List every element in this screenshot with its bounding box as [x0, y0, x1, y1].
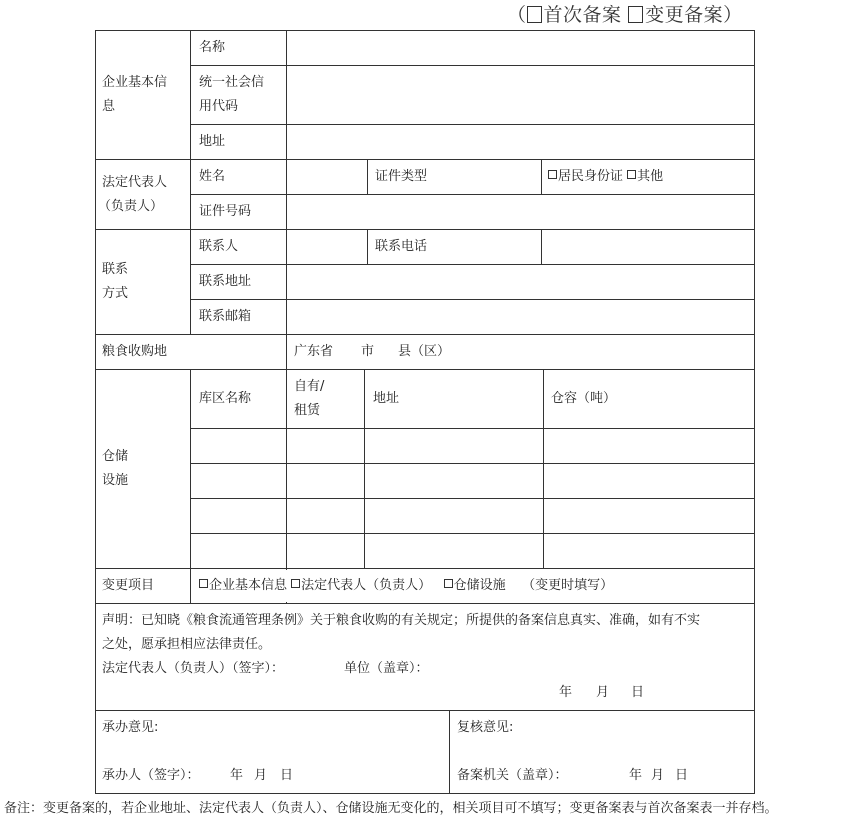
- declaration-unit-seal: 单位（盖章）：: [344, 661, 429, 676]
- enterprise-address-field[interactable]: [288, 126, 752, 158]
- legal-rep-name-field[interactable]: [288, 161, 366, 193]
- contact-phone-field[interactable]: [543, 231, 752, 263]
- legal-rep-name-label: 姓名: [199, 169, 226, 184]
- handling-year: 年: [230, 768, 244, 783]
- storage-col-own-2: 租赁: [294, 403, 321, 418]
- review-opinion-label: 复核意见:: [457, 720, 514, 735]
- contact-section-label-1: 联系: [102, 262, 129, 277]
- enterprise-name-label: 名称: [199, 40, 226, 55]
- purchase-place-county: 县（区）: [398, 344, 451, 359]
- review-day: 日: [675, 768, 689, 783]
- enterprise-section-label-2: 息: [102, 99, 116, 114]
- legal-rep-section-label-1: 法定代表人: [102, 175, 168, 190]
- contact-phone-label: 联系电话: [375, 239, 428, 254]
- storage-col-address: 地址: [373, 391, 400, 406]
- footnote: 备注：变更备案的，若企业地址、法定代表人（负责人）、仓储设施无变化的，相关项目可不填写；变更备案表与首次备案表一并存档。: [4, 801, 778, 816]
- open-paren: （: [507, 4, 527, 26]
- change-items-label: 变更项目: [102, 578, 155, 593]
- change-storage-checkbox[interactable]: [444, 579, 453, 588]
- contact-email-label: 联系邮箱: [199, 309, 252, 324]
- contact-person-field[interactable]: [288, 231, 366, 263]
- handling-opinion-label: 承办意见:: [102, 720, 159, 735]
- close-paren: ）: [723, 4, 743, 26]
- change-enterprise-label: 企业基本信息: [209, 578, 288, 593]
- storage-col-capacity: 仓容（吨）: [551, 391, 617, 406]
- declaration-year: 年: [559, 685, 573, 700]
- id-type-options: [548, 165, 663, 189]
- review-agency-seal: 备案机关（盖章）：: [457, 768, 568, 783]
- storage-col-name: 库区名称: [199, 391, 252, 406]
- contact-person-label: 联系人: [199, 239, 239, 254]
- change-legal-rep-checkbox[interactable]: [291, 579, 300, 588]
- legal-rep-section-label-2: （负责人）: [98, 199, 164, 214]
- enterprise-address-label: 地址: [199, 134, 226, 149]
- handling-day: 日: [280, 768, 294, 783]
- credit-code-label-1: 统一社会信: [199, 75, 265, 90]
- storage-col-own-1: 自有/: [294, 379, 325, 394]
- first-filing-label: 首次备案: [543, 4, 622, 26]
- declaration-day: 日: [631, 685, 645, 700]
- contact-email-field[interactable]: [288, 301, 752, 333]
- handling-month: 月: [254, 768, 268, 783]
- id-other-checkbox[interactable]: [627, 170, 636, 179]
- storage-row[interactable]: [192, 500, 752, 532]
- declaration-month: 月: [596, 685, 610, 700]
- purchase-place-city: 市: [361, 344, 375, 359]
- storage-section-label-1: 仓储: [102, 449, 129, 464]
- change-enterprise-checkbox[interactable]: [199, 579, 208, 588]
- id-other-label: 其他: [637, 169, 664, 184]
- credit-code-field[interactable]: [288, 67, 752, 123]
- enterprise-section-label-1: 企业基本信: [102, 75, 168, 90]
- id-resident-label: 居民身份证: [558, 169, 624, 184]
- change-filing-label: 变更备案: [645, 4, 724, 26]
- storage-section-label-2: 设施: [102, 473, 129, 488]
- contact-address-label: 联系地址: [199, 274, 252, 289]
- storage-row[interactable]: [192, 465, 752, 497]
- change-items-note: （变更时填写）: [522, 578, 614, 593]
- contact-section-label-2: 方式: [102, 286, 129, 301]
- handling-opinion-field[interactable]: [97, 740, 447, 764]
- purchase-place-label: 粮食收购地: [102, 344, 168, 359]
- declaration-text-2: 之处，愿承担相应法律责任。: [102, 637, 272, 652]
- id-number-field[interactable]: [288, 196, 752, 228]
- review-year: 年: [629, 768, 643, 783]
- change-storage-label: 仓储设施: [453, 578, 506, 593]
- change-legal-rep-label: 法定代表人（负责人）: [301, 578, 432, 593]
- storage-row[interactable]: [192, 430, 752, 462]
- review-month: 月: [651, 768, 665, 783]
- contact-address-field[interactable]: [288, 266, 752, 298]
- id-number-label: 证件号码: [199, 204, 252, 219]
- handler-signature: 承办人（签字）：: [102, 768, 200, 783]
- declaration-signer: 法定代表人（负责人）（签字）：: [102, 661, 285, 676]
- storage-row[interactable]: [192, 535, 752, 567]
- enterprise-name-field[interactable]: [288, 32, 752, 64]
- credit-code-label-2: 用代码: [199, 99, 239, 114]
- review-opinion-field[interactable]: [452, 740, 752, 764]
- id-resident-checkbox[interactable]: [548, 170, 557, 179]
- change-items-options: [199, 574, 613, 598]
- declaration-text-1: 声明：已知晓《粮食流通管理条例》关于粮食收购的有关规定；所提供的备案信息真实、准确，如有不实: [102, 613, 701, 628]
- id-type-label: 证件类型: [375, 169, 428, 184]
- purchase-place-province: 广东省: [294, 344, 334, 359]
